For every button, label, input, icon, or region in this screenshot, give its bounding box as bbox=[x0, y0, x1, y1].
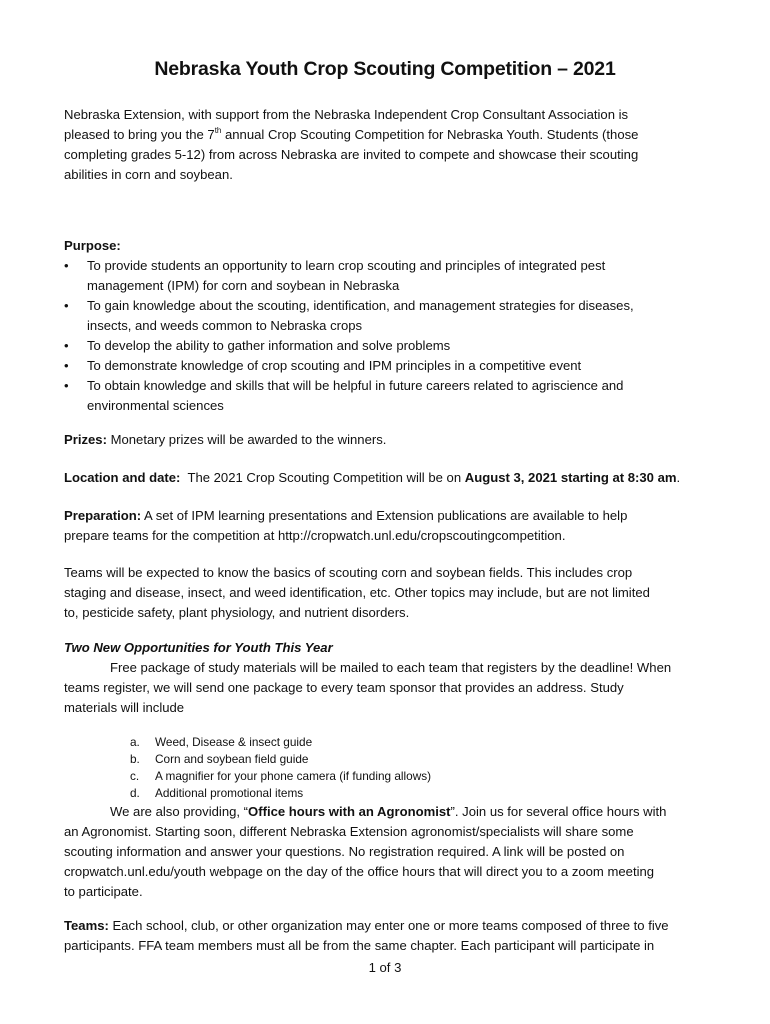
teams-paragraph: Teams: Each school, club, or other organization may enter one or more teams composed of three to five participants. FFA team members must all be from the same chapter. Each participant will participate in bbox=[64, 918, 669, 953]
opportunities-heading: Two New Opportunities for Youth This Year bbox=[64, 640, 333, 655]
bullet-icon: • bbox=[64, 298, 69, 313]
location-paragraph: Location and date: The 2021 Crop Scouting Competition will be on August 3, 2021 starting at 8:30 am. bbox=[64, 470, 681, 485]
intro-paragraph bbox=[64, 105, 714, 185]
purpose-heading: Purpose: bbox=[64, 238, 121, 253]
list-item: d. Additional promotional items bbox=[130, 786, 304, 800]
bullet-icon: • bbox=[64, 338, 69, 353]
office-hours-emphasis: Office hours with an Agronomist bbox=[248, 804, 451, 819]
purpose-list bbox=[64, 256, 714, 416]
list-item: • To demonstrate knowledge of crop scouting and IPM principles in a competitive event bbox=[64, 356, 714, 376]
teams-expected-paragraph: Teams will be expected to know the basics of scouting corn and soybean fields. This includes crop staging and disease, insect, and weed identification, etc. Other topics may include, but are not limited to, pesticide safety, plant physiology, and nutrient disorders. bbox=[64, 565, 650, 620]
bullet-icon: • bbox=[64, 258, 69, 273]
intro-line: Nebraska Extension, with support from the Nebraska Independent Crop Consultant Association is bbox=[64, 107, 629, 122]
list-item: • To obtain knowledge and skills that will be helpful in future careers related to agriscience and environmental sciences bbox=[64, 378, 624, 413]
list-item: • To provide students an opportunity to learn crop scouting and principles of integrated pest management (IPM) for corn and soybean in Nebraska bbox=[64, 258, 606, 293]
list-item: b. Corn and soybean field guide bbox=[130, 752, 309, 766]
list-item: c. A magnifier for your phone camera (if funding allows) bbox=[130, 769, 432, 783]
page-title: Nebraska Youth Crop Scouting Competition – 2021 bbox=[154, 58, 616, 80]
bullet-icon: • bbox=[64, 378, 69, 393]
intro-line: pleased to bring you the 7th annual Crop Scouting Competition for Nebraska Youth. Students (those bbox=[64, 126, 639, 142]
page-number: 1 of 3 bbox=[368, 960, 402, 975]
superscript: th bbox=[214, 126, 222, 135]
intro-line: abilities in corn and soybean. bbox=[64, 167, 233, 182]
teams-label: Teams: bbox=[64, 918, 109, 933]
preparation-label: Preparation: bbox=[64, 508, 142, 523]
list-item: • To gain knowledge about the scouting, identification, and management strategies for diseases, insects, and weeds common to Nebraska crops bbox=[64, 298, 634, 333]
opportunities-section: Two New Opportunities for Youth This Year Free package of study materials will be mailed to each team that registers by the deadline! When teams register, we will send one package to every team sponsor that provides an address. Study materials will include bbox=[64, 638, 714, 718]
list-item: • To develop the ability to gather information and solve problems bbox=[64, 336, 714, 356]
list-item: a. Weed, Disease & insect guide bbox=[130, 735, 313, 749]
study-materials-list bbox=[130, 734, 431, 802]
purpose-section bbox=[64, 236, 714, 416]
intro-line: completing grades 5-12) from across Nebraska are invited to compete and showcase their scouting bbox=[64, 147, 639, 162]
prizes-label: Prizes: bbox=[64, 432, 107, 447]
preparation-paragraph: Preparation: A set of IPM learning presentations and Extension publications are available to help prepare teams for the competition at http://cropwatch.unl.edu/cropscoutingcompetition. bbox=[64, 508, 628, 543]
office-hours-paragraph: We are also providing, “Office hours with an Agronomist”. Join us for several office hours with an Agronomist. Starting soon, different Nebraska Extension agronomist/specialists will share some scouting information and answer your questions. No registration required. A link will be posted on cropwatch.unl.edu/youth webpage on the day of the office hours that will direct you to a zoom meeting to participate. bbox=[64, 804, 667, 899]
prizes-paragraph: Prizes: Monetary prizes will be awarded to the winners. bbox=[64, 432, 387, 447]
event-date: August 3, 2021 starting at 8:30 am bbox=[464, 470, 677, 485]
bullet-icon: • bbox=[64, 358, 69, 373]
location-label: Location and date: bbox=[64, 470, 181, 485]
